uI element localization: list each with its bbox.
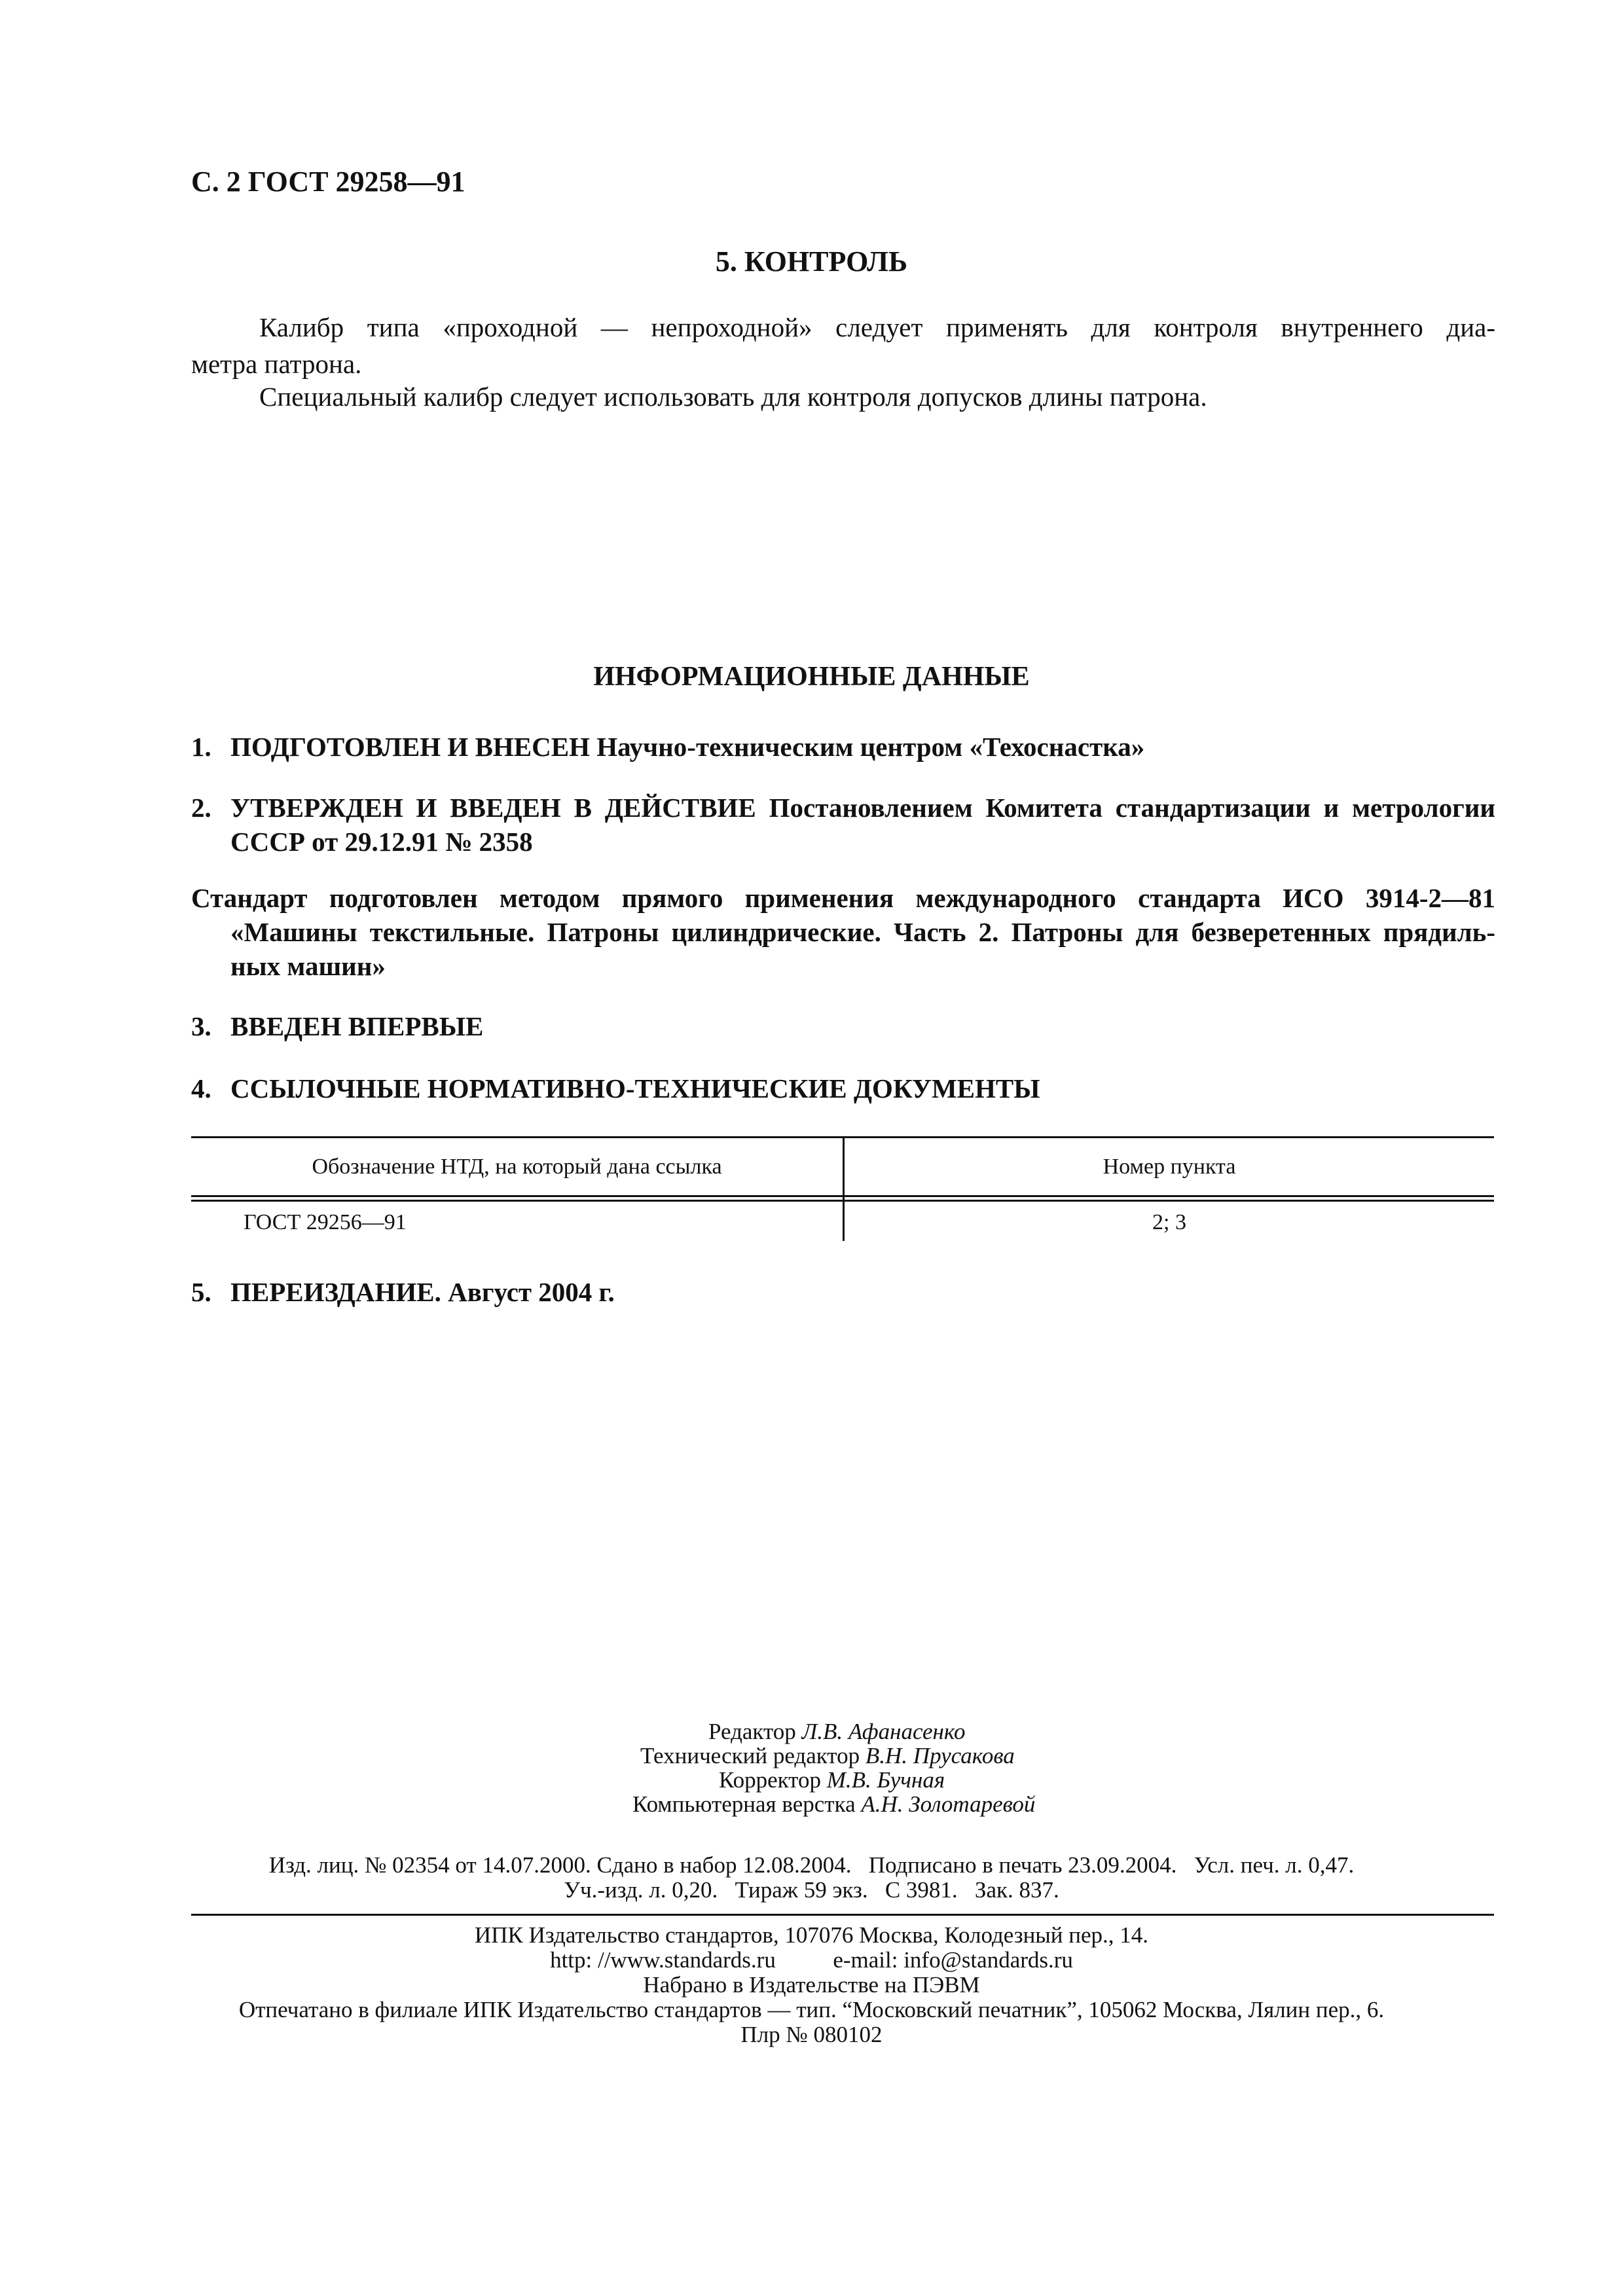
table-header-clause: Номер пункта (1103, 1155, 1236, 1179)
standard-note-line-1: Стандарт подготовлен методом прямого применения международного стандарта ИСО 3914-2—81 (191, 883, 1495, 913)
info-item-5-text (230, 1275, 615, 1309)
publisher-line-5: Плр № 080102 (740, 2022, 883, 2047)
info-item-5-rest: Август 2004 г. (441, 1277, 615, 1307)
credit-role: Технический редактор (640, 1743, 866, 1768)
info-item-3-text: ВВЕДЕН ВПЕРВЫЕ (230, 1011, 484, 1041)
credit-role: Редактор (708, 1719, 802, 1744)
info-item-1-rest: Научно-техническим центром «Техоснастка» (590, 732, 1145, 762)
credit-editor (708, 1719, 965, 1744)
info-item-2-line-2: СССР от 29.12.91 № 2358 (230, 827, 533, 857)
credit-proofreader (719, 1768, 945, 1792)
control-paragraph-2: Специальный калибр следует использовать для контроля допусков длины патрона. (259, 382, 1207, 412)
info-section-title: ИНФОРМАЦИОННЫЕ ДАННЫЕ (593, 662, 1030, 692)
table-cell-clause: 2; 3 (1152, 1210, 1186, 1234)
control-paragraph-1-line-2: метра патрона. (191, 349, 362, 379)
info-item-1-number: 1. (191, 732, 211, 762)
info-item-2-rest: Постановлением Комитета стандартизации и метрологии (756, 793, 1495, 823)
info-item-1-bold: ПОДГОТОВЛЕН И ВНЕСЕН (230, 732, 590, 762)
credit-name: М.В. Бучная (826, 1767, 945, 1793)
control-paragraph-1-line-1: Калибр типа «проходной — непроходной» следует применять для контроля внутреннего диа- (259, 312, 1495, 342)
publisher-line-4: Отпечатано в филиале ИПК Издательство стандартов — тип. “Московский печатник”, 105062 Москва, Лялин пер., 6. (238, 1997, 1385, 2022)
info-item-3-number: 3. (191, 1011, 211, 1041)
info-item-5-number: 5. (191, 1277, 211, 1307)
reference-table (191, 1136, 1494, 1241)
control-paragraph-1 (191, 309, 1495, 382)
info-item-2-number: 2. (191, 793, 211, 823)
info-item-4-number: 4. (191, 1073, 211, 1103)
standard-note-line-3: ных машин» (230, 951, 386, 981)
credit-name: В.Н. Прусакова (865, 1743, 1015, 1768)
publisher-line-1: ИПК Издательство стандартов, 107076 Москва, Колодезный пер., 14. (474, 1922, 1149, 1948)
info-item-4-text: ССЫЛОЧНЫЕ НОРМАТИВНО-ТЕХНИЧЕСКИЕ ДОКУМЕНТЫ (230, 1073, 1040, 1103)
section-title-control: 5. КОНТРОЛЬ (715, 245, 908, 278)
credit-layout (632, 1792, 1035, 1816)
credit-role: Компьютерная верстка (632, 1791, 862, 1817)
publisher-line-3: Набрано в Издательстве на ПЭВМ (643, 1972, 980, 1998)
table-cell-designation: ГОСТ 29256—91 (244, 1210, 407, 1234)
credit-name: Л.В. Афанасенко (801, 1719, 966, 1744)
publication-info-line-2: Уч.-изд. л. 0,20. Тираж 59 экз. С 3981. Зак. 837. (564, 1877, 1059, 1903)
publisher-line-2: http: //www.standards.ru e-mail: info@standards.ru (550, 1947, 1073, 1973)
table-header-designation: Обозначение НТД, на который дана ссылка (312, 1155, 722, 1179)
info-item-2-line-1 (230, 791, 1495, 825)
standard-note (191, 881, 1495, 983)
footer-rule (191, 1914, 1494, 1916)
publication-info-line-1: Изд. лиц. № 02354 от 14.07.2000. Сдано в набор 12.08.2004. Подписано в печать 23.09.2004. Усл. печ. л. 0,47. (268, 1852, 1355, 1878)
publication-info (0, 1853, 1623, 1903)
page-header: С. 2 ГОСТ 29258—91 (191, 166, 465, 198)
info-item-2-text (230, 791, 1495, 859)
credit-name: А.Н. Золотаревой (861, 1791, 1036, 1817)
info-item-5-bold: ПЕРЕИЗДАНИЕ. (230, 1277, 441, 1307)
standard-note-line-2: «Машины текстильные. Патроны цилиндрические. Часть 2. Патроны для безверетенных прядиль- (230, 917, 1495, 947)
publisher-info (0, 1923, 1623, 2047)
info-item-1-text (230, 730, 1144, 764)
credit-role: Корректор (719, 1767, 827, 1793)
credit-technical-editor (640, 1744, 1015, 1768)
info-item-2-bold: УТВЕРЖДЕН И ВВЕДЕН В ДЕЙСТВИЕ (230, 793, 756, 823)
